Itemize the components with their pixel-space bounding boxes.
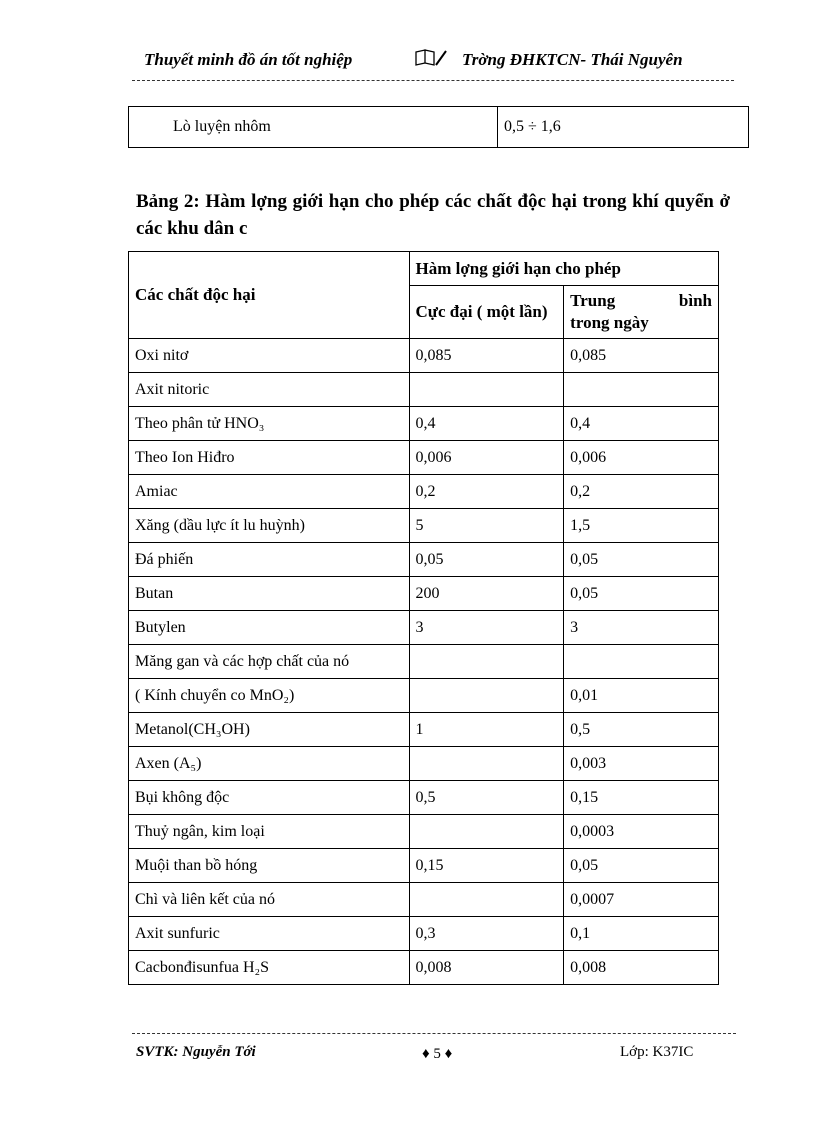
header-school: Trờng ĐHKTCN- Thái Nguyên: [462, 50, 683, 69]
table-row: [129, 611, 719, 645]
cell-avg: 0,0007: [564, 883, 719, 917]
table-header-row: [129, 252, 719, 286]
cell-max: [409, 747, 564, 781]
cell-avg: 0,4: [564, 407, 719, 441]
cell-max: 0,006: [409, 441, 564, 475]
cell-avg: [564, 373, 719, 407]
cell-max: [409, 679, 564, 713]
table-row: [129, 849, 719, 883]
table-row: [129, 475, 719, 509]
cell-max: 0,008: [409, 951, 564, 985]
cell-name: Axit sunfuric: [129, 917, 410, 951]
table-row: [129, 883, 719, 917]
col-header-avg: [564, 286, 719, 339]
table-row: [129, 373, 719, 407]
cell-max: 1: [409, 713, 564, 747]
table-row: [129, 713, 719, 747]
cell-name: Axen (A₅): [129, 747, 410, 781]
toxic-limits-table: [128, 251, 719, 985]
cell-max: 0,15: [409, 849, 564, 883]
footer-page: ♦ 5 ♦: [422, 1046, 453, 1062]
page-number: 5: [433, 1046, 441, 1062]
cell-name: Amiac: [129, 475, 410, 509]
cell-max: 0,2: [409, 475, 564, 509]
header-title: Thuyết minh đồ án tốt nghiệp: [144, 50, 353, 69]
top-table-name: Lò luyện nhôm: [129, 107, 498, 148]
cell-avg: 0,5: [564, 713, 719, 747]
cell-max: 3: [409, 611, 564, 645]
cell-avg: 0,15: [564, 781, 719, 815]
col-header-max: Cực đại ( một lần): [409, 286, 564, 339]
table-row: [129, 747, 719, 781]
cell-name: Thuỷ ngân, kim loại: [129, 815, 410, 849]
table-row: [129, 509, 719, 543]
cell-name: Cacbonđisunfua H₂S: [129, 951, 410, 985]
cell-name: Oxi nitơ: [129, 339, 410, 373]
cell-avg: 0,1: [564, 917, 719, 951]
cell-name: Theo Ion Hiđro: [129, 441, 410, 475]
footer-class: Lớp: K37IC: [620, 1044, 694, 1060]
cell-avg: 1,5: [564, 509, 719, 543]
cell-max: [409, 645, 564, 679]
cell-avg: [564, 645, 719, 679]
cell-name: ( Kính chuyển co MnO₂): [129, 679, 410, 713]
cell-max: 0,4: [409, 407, 564, 441]
cell-name: Bụi không độc: [129, 781, 410, 815]
page-header: [132, 46, 734, 81]
table-row: [129, 917, 719, 951]
cell-max: 0,085: [409, 339, 564, 373]
col-header-name: Các chất độc hại: [129, 252, 410, 339]
table-row: [129, 679, 719, 713]
cell-name: Butylen: [129, 611, 410, 645]
cell-name: Măng gan và các hợp chất của nó: [129, 645, 410, 679]
cell-avg: 0,008: [564, 951, 719, 985]
cell-avg: 0,05: [564, 543, 719, 577]
cell-name: Chì và liên kết của nó: [129, 883, 410, 917]
cell-name: Metanol(CH₃OH): [129, 713, 410, 747]
table-row: [129, 543, 719, 577]
cell-avg: 0,006: [564, 441, 719, 475]
table-row: [129, 107, 749, 148]
cell-avg: 0,085: [564, 339, 719, 373]
cell-avg: 0,2: [564, 475, 719, 509]
footer-student: SVTK: Nguyễn Tới: [136, 1044, 256, 1060]
cell-max: 5: [409, 509, 564, 543]
cell-name: Muội than bồ hóng: [129, 849, 410, 883]
book-pen-icon: [414, 48, 448, 73]
cell-avg: 0,003: [564, 747, 719, 781]
cell-name: Axit nitoric: [129, 373, 410, 407]
cell-max: 0,5: [409, 781, 564, 815]
table-row: [129, 951, 719, 985]
table-row: [129, 781, 719, 815]
col-header-group: Hàm lợng giới hạn cho phép: [409, 252, 718, 286]
cell-avg: 0,05: [564, 577, 719, 611]
page-footer: [132, 1033, 736, 1062]
cell-avg: 0,0003: [564, 815, 719, 849]
table-row: [129, 645, 719, 679]
table-caption: Bảng 2: Hàm lợng giới hạn cho phép các chất độc hại trong khí quyển ở các khu dân c: [136, 191, 730, 239]
cell-max: 200: [409, 577, 564, 611]
table-row: [129, 815, 719, 849]
top-table: [128, 106, 749, 148]
top-table-value: 0,5 ÷ 1,6: [498, 107, 749, 148]
cell-max: [409, 815, 564, 849]
cell-name: Theo phân tử HNO₃: [129, 407, 410, 441]
col-header-avg-a: Trung: [570, 291, 616, 310]
cell-max: 0,3: [409, 917, 564, 951]
cell-avg: 0,01: [564, 679, 719, 713]
cell-max: [409, 883, 564, 917]
cell-avg: 3: [564, 611, 719, 645]
table-row: [129, 407, 719, 441]
table-row: [129, 577, 719, 611]
cell-name: Đá phiến: [129, 543, 410, 577]
cell-name: Xăng (dầu lực ít lu huỳnh): [129, 509, 410, 543]
cell-name: Butan: [129, 577, 410, 611]
col-header-avg-b: bình: [678, 291, 712, 310]
cell-max: 0,05: [409, 543, 564, 577]
cell-max: [409, 373, 564, 407]
table-row: [129, 441, 719, 475]
col-header-avg-c: trong ngày: [570, 313, 649, 332]
cell-avg: 0,05: [564, 849, 719, 883]
table-row: [129, 339, 719, 373]
